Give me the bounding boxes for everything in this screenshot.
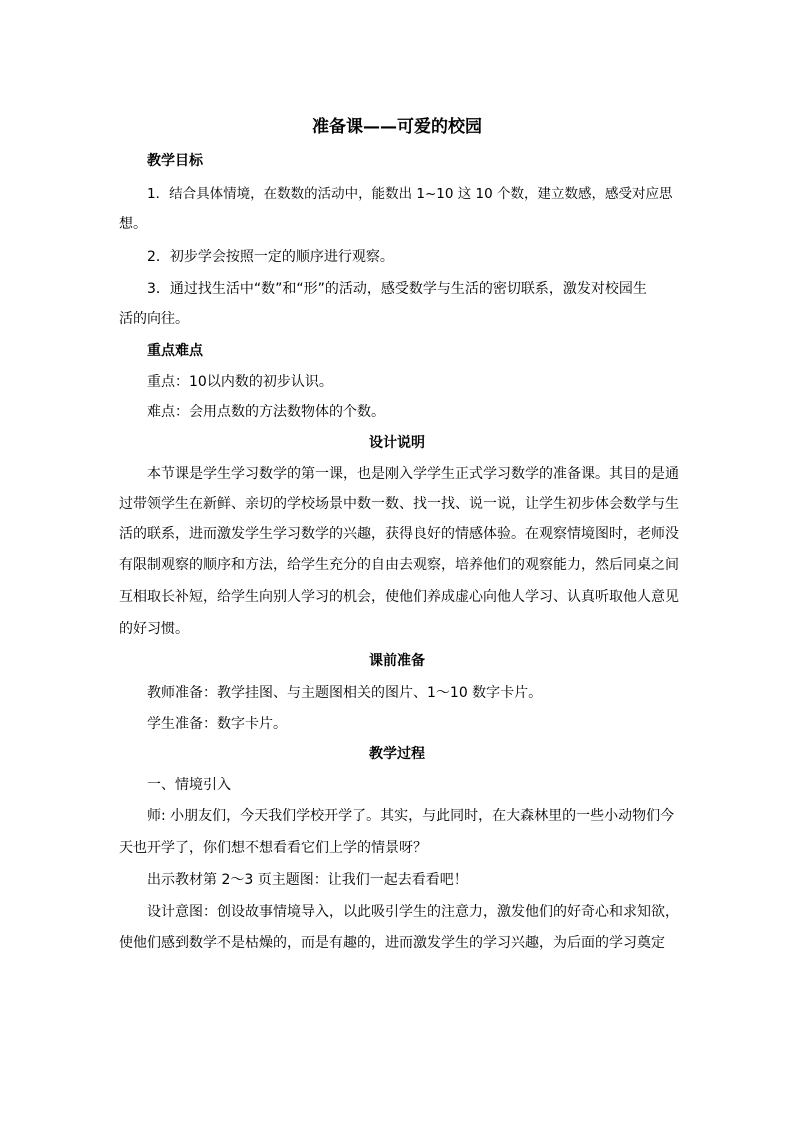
objective-3-line-1: 3．通过找生活中“数”和“形”的活动，感受数学与生活的密切联系，激发对校园生	[147, 281, 647, 297]
document-title: 准备课——可爱的校园	[312, 117, 482, 137]
design-intent-line-2: 使他们感到数学不是枯燥的，而是有趣的，进而激发学生的学习兴趣，为后面的学习奠定	[119, 935, 665, 951]
design-intent-line-1: 设计意图：创设故事情境导入，以此吸引学生的注意力，激发他们的好奇心和求知欲，	[147, 904, 679, 920]
teacher-speech-line-1: 师: 小朋友们，今天我们学校开学了。其实，与此同时，在大森林里的一些小动物们今	[147, 808, 675, 824]
objective-2: 2．初步学会按照一定的顺序进行观察。	[147, 249, 394, 265]
design-line-3: 活的联系，进而激发学生学习数学的兴趣，获得良好的情感体验。在观察情境图时，老师没	[119, 526, 679, 542]
design-line-5: 互相取长补短，给学生向别人学习的机会，使他们养成虚心向他人学习、认真听取他人意见	[119, 589, 679, 605]
teacher-speech-line-2: 天也开学了，你们想不想看看它们上学的情景呀？	[119, 840, 427, 856]
difficult-point: 难点：会用点数的方法数物体的个数。	[147, 404, 385, 420]
objective-1-line-1: 1．结合具体情境，在数数的活动中，能数出 1~10 这 10 个数，建立数感，感受对应思	[147, 186, 673, 202]
design-heading: 设计说明	[369, 435, 425, 451]
show-textbook-line: 出示教材第 2～3 页主题图：让我们一起去看看吧！	[147, 872, 468, 888]
design-line-2: 过带领学生在新鲜、亲切的学校场景中数一数、找一找、说一说，让学生初步体会数学与生	[119, 496, 679, 512]
process-heading: 教学过程	[369, 746, 425, 762]
teacher-preparation: 教师准备：教学挂图、与主题图相关的图片、1～10 数字卡片。	[147, 685, 543, 701]
design-line-4: 有限制观察的顺序和方法，给学生充分的自由去观察，培养他们的观察能力，然后同桌之间	[119, 557, 679, 573]
process-section-1: 一、情境引入	[147, 777, 231, 793]
key-point: 重点：10以内数的初步认识。	[147, 374, 333, 390]
student-preparation: 学生准备：数字卡片。	[147, 716, 287, 732]
preparation-heading: 课前准备	[369, 653, 425, 669]
objective-3-line-2: 活的向往。	[119, 311, 189, 327]
design-line-1: 本节课是学生学习数学的第一课，也是刚入学学生正式学习数学的准备课。其目的是通	[147, 466, 679, 482]
objective-1-line-2: 想。	[119, 216, 147, 232]
design-line-6: 的好习惯。	[119, 621, 189, 637]
objectives-heading: 教学目标	[147, 153, 203, 169]
keypoints-heading: 重点难点	[147, 343, 203, 359]
